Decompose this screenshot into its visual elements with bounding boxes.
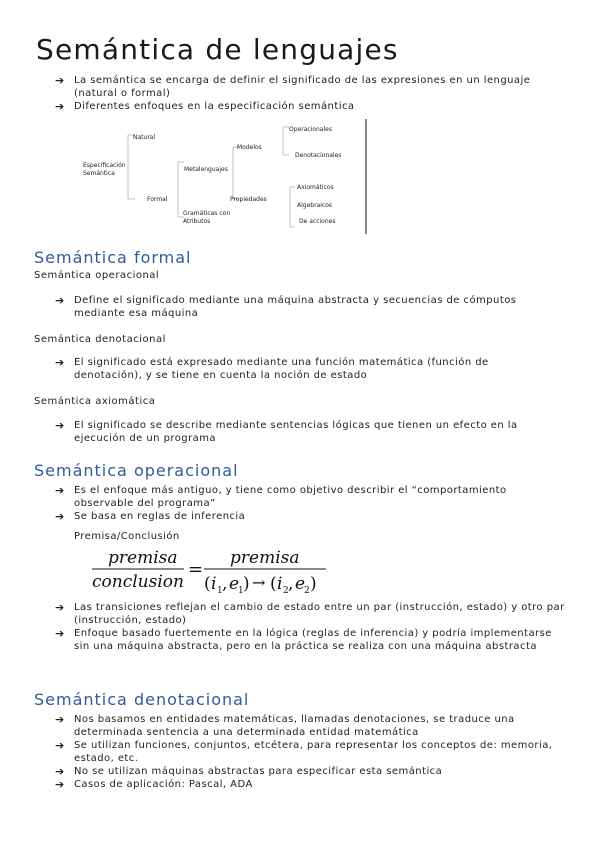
formula-e2-sub: 2: [304, 586, 310, 596]
section-heading-operacional: Semántica operacional: [34, 461, 239, 480]
diagram-de-acciones: De acciones: [299, 218, 336, 225]
formula-conclusion: conclusion: [92, 572, 184, 592]
formal-operacional-list: [55, 294, 525, 320]
diagram-operacionales: Operacionales: [289, 126, 332, 133]
formula-open-paren-1: (: [204, 574, 211, 594]
list-item: ➔ Es el enfoque más antiguo, y tiene como objetivo describir el “comportamiento observable del programa”: [55, 484, 507, 509]
formal-axiomatica-list: [55, 419, 555, 445]
formula-arrow: →: [252, 573, 266, 592]
formula-i1: i: [211, 574, 217, 594]
diagram-propiedades: Propiedades: [230, 196, 267, 203]
specification-diagram: [73, 117, 368, 234]
diagram-svg: [73, 117, 368, 234]
formula-premisa-left: premisa: [108, 548, 178, 568]
arrow-icon: ➔: [55, 100, 65, 113]
section-heading-denotacional: Semántica denotacional: [34, 690, 250, 709]
formula-comma-2: ,: [288, 574, 294, 594]
arrow-icon: ➔: [55, 484, 65, 497]
list-item: ➔ Diferentes enfoques en la especificación semántica: [55, 100, 355, 113]
arrow-icon: ➔: [55, 713, 65, 726]
arrow-icon: ➔: [55, 627, 65, 640]
list-item: ➔ Se basa en reglas de inferencia: [55, 510, 246, 523]
formula-svg: [90, 546, 330, 596]
list-item: ➔ La semántica se encarga de definir el significado de las expresiones en un lenguaje (natural o formal): [55, 74, 531, 99]
arrow-icon: ➔: [55, 356, 65, 369]
arrow-icon: ➔: [55, 74, 65, 87]
list-item: ➔ Nos basamos en entidades matemáticas, llamadas denotaciones, se traduce una determinada sentencia a una determinada entidad matemática: [55, 713, 515, 738]
formula-e1-sub: 1: [238, 586, 244, 596]
formula-e2: e: [295, 574, 306, 594]
formula-i1-sub: 1: [217, 586, 223, 596]
list-item: ➔ Enfoque basado fuertemente en la lógica (reglas de inferencia) y podría implementarse sin una máquina abstracta, pero en la práctica se realiza con una máquina abstracta: [55, 627, 552, 652]
formal-denotacional-list: [55, 356, 555, 382]
inference-rule-formula: [90, 546, 330, 596]
diagram-algebraicos: Algebraicos: [297, 202, 332, 209]
list-item: ➔ Define el significado mediante una máquina abstracta y secuencias de cómputos mediante esa máquina: [55, 294, 517, 319]
arrow-icon: ➔: [55, 765, 65, 778]
denotacional-list: [55, 713, 565, 791]
formula-i2-sub: 2: [283, 586, 289, 596]
diagram-gramaticas-2: Atributos: [183, 218, 211, 225]
intro-list: [55, 74, 535, 113]
list-item: ➔ Las transiciones reflejan el cambio de estado entre un par (instrucción, estado) y otro par (instrucción, estado): [55, 601, 565, 626]
formula-i2: i: [277, 574, 283, 594]
list-item: ➔ El significado está expresado mediante una función matemática (función de denotación), y se tiene en cuenta la noción de estado: [55, 356, 489, 381]
formula-equals: =: [188, 559, 204, 580]
formula-comma-1: ,: [222, 574, 228, 594]
diagram-modelos: Modelos: [237, 144, 262, 151]
arrow-icon: ➔: [55, 419, 65, 432]
subheading-axiomatica: Semántica axiomática: [34, 396, 156, 407]
list-item: ➔ No se utilizan máquinas abstractas para especificar esta semántica: [55, 765, 443, 778]
formula-open-paren-2: (: [270, 574, 277, 594]
operacional-list-bottom: [55, 601, 565, 653]
diagram-axiomaticos: Axiomáticos: [297, 184, 334, 191]
diagram-root-1: Especificación: [83, 162, 126, 169]
diagram-natural: Natural: [133, 134, 156, 141]
diagram-denotacionales: Denotacionales: [295, 152, 342, 159]
formula-e1: e: [229, 574, 240, 594]
arrow-icon: ➔: [55, 601, 65, 614]
list-item: ➔ El significado se describe mediante sentencias lógicas que tienen un efecto en la ejecución de un programa: [55, 419, 518, 444]
page-title: Semántica de lenguajes: [36, 33, 399, 66]
formula-premisa-right: premisa: [230, 548, 300, 568]
operacional-list-top: [55, 484, 565, 523]
arrow-icon: ➔: [55, 510, 65, 523]
diagram-root-2: Semántica: [83, 170, 115, 177]
list-item: ➔ Casos de aplicación: Pascal, ADA: [55, 778, 253, 791]
formula-close-paren-1: ): [243, 574, 250, 594]
diagram-formal: Formal: [147, 196, 168, 203]
subheading-denotacional: Semántica denotacional: [34, 334, 166, 345]
arrow-icon: ➔: [55, 739, 65, 752]
diagram-gramaticas-1: Gramáticas con: [183, 210, 231, 217]
diagram-metalenguajes: Metalenguajes: [184, 166, 228, 173]
list-item: ➔ Se utilizan funciones, conjuntos, etcétera, para representar los conceptos de: memoria, estado, etc.: [55, 739, 553, 764]
subheading-operacional: Semántica operacional: [34, 270, 160, 281]
section-heading-formal: Semántica formal: [34, 248, 192, 267]
arrow-icon: ➔: [55, 294, 65, 307]
rule-caption: Premisa/Conclusión: [74, 531, 180, 542]
formula-close-paren-2: ): [310, 574, 317, 594]
arrow-icon: ➔: [55, 778, 65, 791]
